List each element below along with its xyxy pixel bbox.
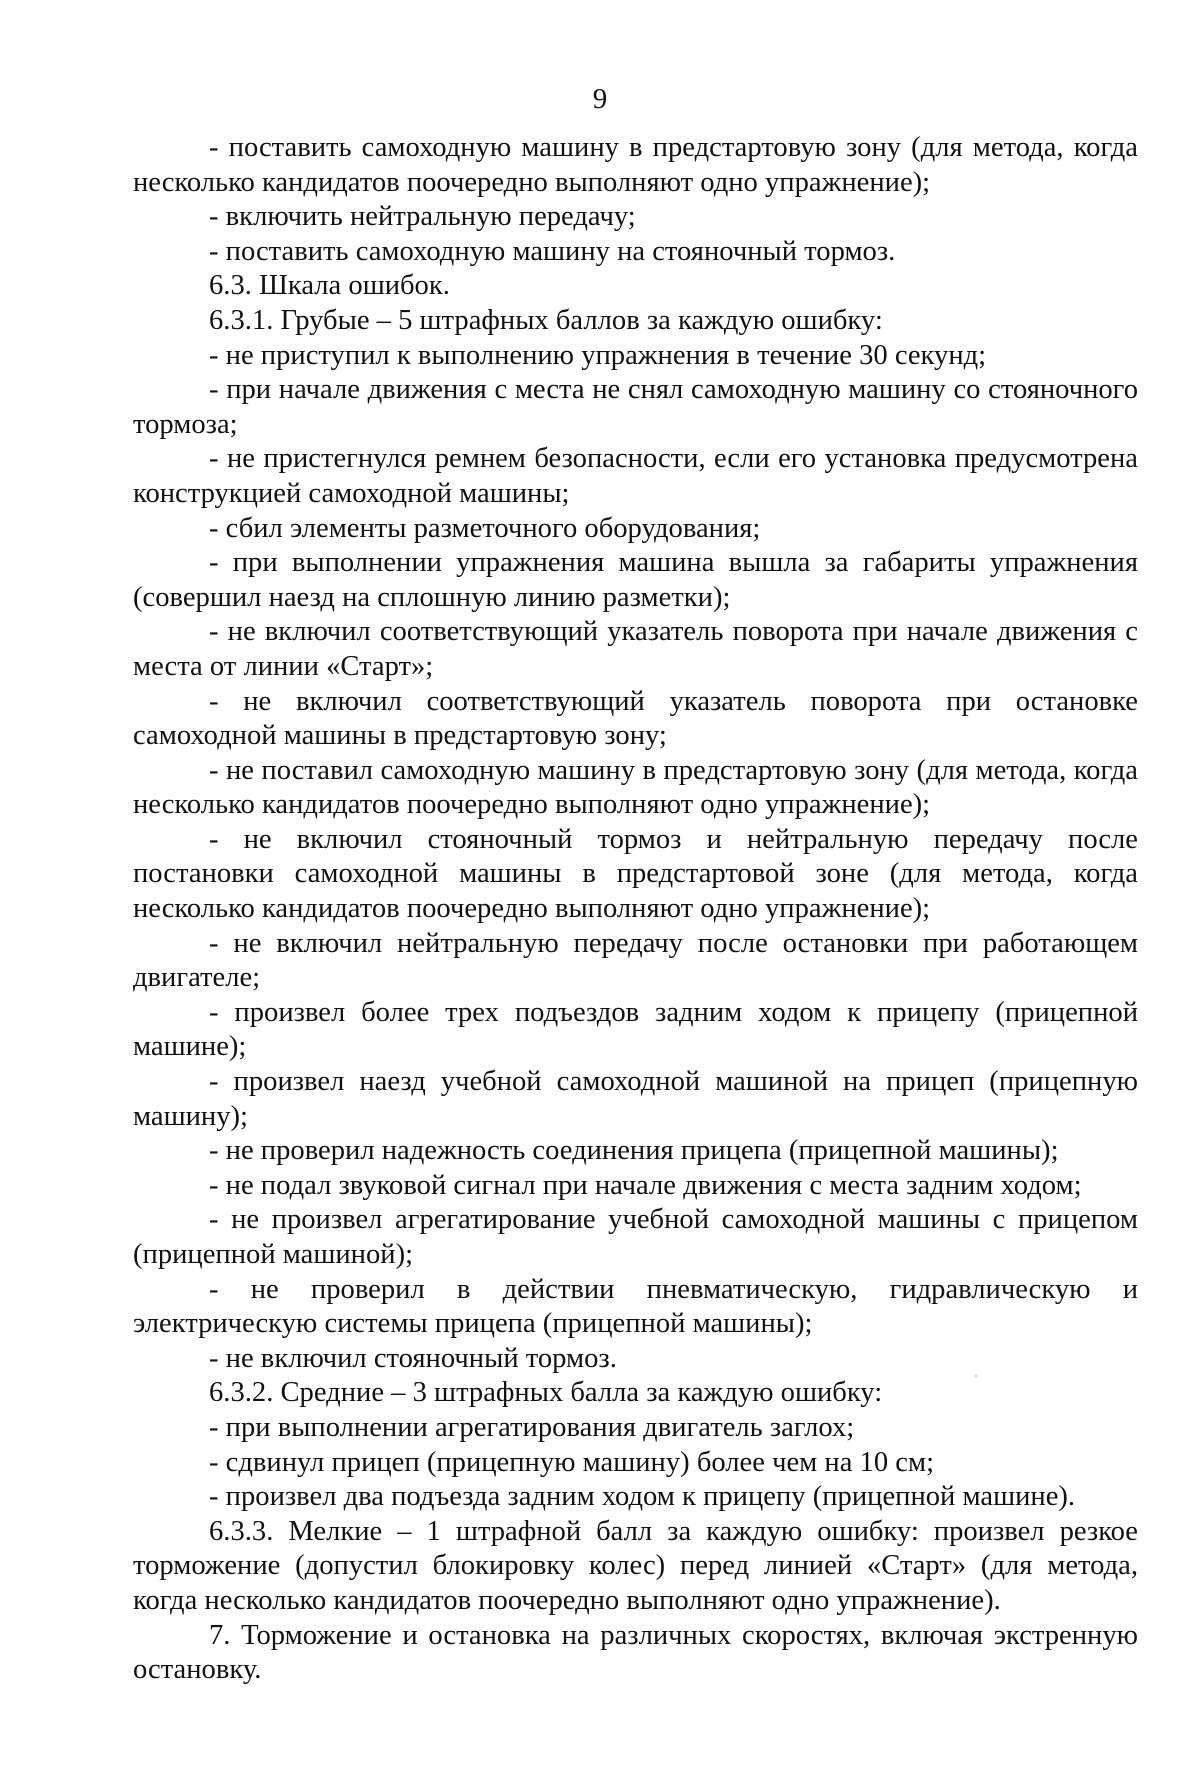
list-item: - не приступил к выполнению упражнения в течение 30 секунд; [209, 339, 987, 371]
list-item: - не включил стояночный тормоз и нейтральную передачу после постановки самоходной машины в предстартовой зоне (для метода, когда несколько кандидатов поочередно выполняют одно упражнение); [133, 823, 1138, 925]
list-item: - не пристегнулся ремнем безопасности, если его установка предусмотрена конструкцией самоходной машины; [133, 443, 1138, 509]
scan-artifact-dot [975, 1375, 977, 1377]
list-item: - не проверил в действии пневматическую, гидравлическую и электрическую системы прицепа (прицепной машины); [133, 1273, 1138, 1340]
paragraph: - включить нейтральную передачу; [209, 201, 636, 233]
list-item: - не подал звуковой сигнал при начале движения с места задним ходом; [209, 1169, 1082, 1201]
list-item: - сдвинул прицеп (прицепную машину) более чем на 10 см; [209, 1446, 935, 1478]
list-item: - не проверил надежность соединения прицепа (прицепной машины); [209, 1135, 1059, 1167]
paragraph: 6.3.3. Мелкие – 1 штрафной балл за каждую ошибку: произвел резкое торможение (допустил блокировку колес) перед линией «Старт» (для метода, когда несколько кандидатов поочередно выполняют одно упражнение). [133, 1515, 1138, 1616]
list-item: - не включил стояночный тормоз. [209, 1342, 617, 1374]
list-item: - не включил нейтральную передачу после остановки при работающем двигателе; [133, 927, 1138, 994]
section-heading: 6.3. Шкала ошибок. [209, 270, 450, 302]
list-item: - сбил элементы разметочного оборудования; [209, 512, 761, 544]
subsection-heading: 6.3.1. Грубые – 5 штрафных баллов за каждую ошибку: [209, 304, 883, 336]
list-item: - произвел наезд учебной самоходной машиной на прицеп (прицепную машину); [133, 1066, 1138, 1132]
subsection-heading: 6.3.2. Средние – 3 штрафных балла за каждую ошибку: [209, 1377, 883, 1409]
list-item: - произвел два подъезда задним ходом к прицепу (прицепной машине). [209, 1481, 1076, 1513]
list-item: - при начале движения с места не снял самоходную машину со стояночного тормоза; [133, 374, 1138, 440]
document-body [133, 131, 1138, 1688]
page-number: 9 [592, 83, 608, 115]
list-item: - не включил соответствующий указатель поворота при остановке самоходной машины в предстартовую зону; [133, 685, 1138, 752]
list-item: - при выполнении упражнения машина вышла за габариты упражнения (совершил наезд на сплошную линию разметки); [133, 547, 1138, 613]
list-item: - не произвел агрегатирование учебной самоходной машины с прицепом (прицепной машиной); [133, 1204, 1138, 1270]
paragraph: - поставить самоходную машину на стояночный тормоз. [209, 235, 896, 267]
paragraph: - поставить самоходную машину в предстартовую зону (для метода, когда несколько кандидатов поочередно выполняют одно упражнение); [133, 132, 1138, 198]
list-item: - не поставил самоходную машину в предстартовую зону (для метода, когда несколько кандидатов поочередно выполняют одно упражнение); [133, 754, 1138, 821]
list-item: - не включил соответствующий указатель поворота при начале движения с места от линии «Старт»; [133, 616, 1138, 682]
list-item: - произвел более трех подъездов задним ходом к прицепу (прицепной машине); [133, 996, 1138, 1063]
list-item: - при выполнении агрегатирования двигатель заглох; [209, 1411, 855, 1443]
section-heading: 7. Торможение и остановка на различных скоростях, включая экстренную остановку. [133, 1619, 1138, 1686]
